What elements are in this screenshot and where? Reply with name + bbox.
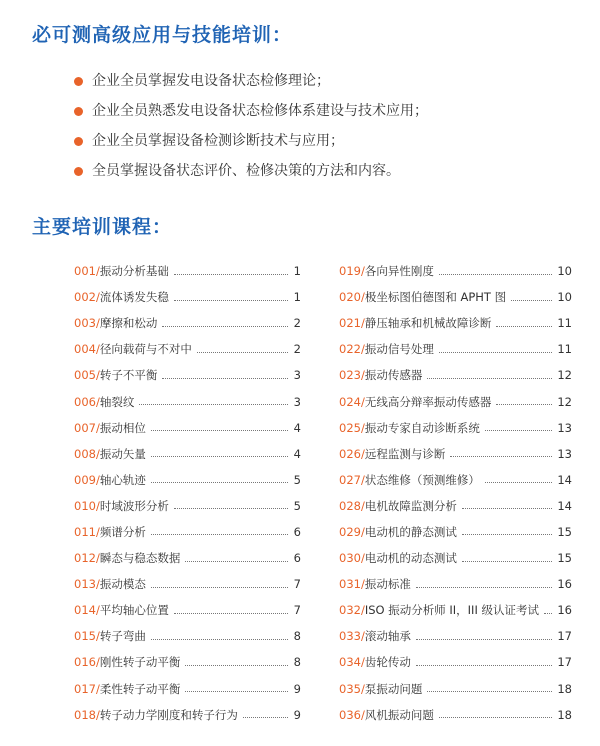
course-number: 028/ <box>339 498 365 513</box>
course-number: 018/ <box>74 707 100 722</box>
course-row <box>339 702 572 728</box>
bullet-text: 企业全员熟悉发电设备状态检修体系建设与技术应用； <box>92 103 428 119</box>
dot-leader <box>162 378 288 379</box>
course-title: 泵振动问题 <box>364 681 423 696</box>
course-page: 10 <box>557 290 572 305</box>
course-row <box>339 284 572 310</box>
section-title-training: 必可测高级应用与技能培训： <box>32 24 293 46</box>
course-title: 极坐标图伯德图和 APHT 图 <box>364 290 507 305</box>
course-title: 齿轮传动 <box>364 655 411 670</box>
course-page: 16 <box>557 603 572 618</box>
course-title: 风机振动问题 <box>364 707 434 722</box>
course-title: 状态维修（预测维修） <box>364 472 480 487</box>
dot-leader <box>197 352 288 353</box>
course-number: 012/ <box>74 551 100 566</box>
bullet-text: 企业全员掌握发电设备状态检修理论； <box>92 73 330 89</box>
course-row <box>74 310 301 336</box>
course-number: 024/ <box>339 394 365 409</box>
course-title: 时域波形分析 <box>99 498 169 513</box>
dot-leader <box>151 482 288 483</box>
course-number: 003/ <box>74 316 100 331</box>
course-number: 004/ <box>74 342 100 357</box>
course-row <box>74 649 301 675</box>
course-row <box>74 702 301 728</box>
bullet-dot-icon <box>74 167 83 176</box>
training-goals-list <box>74 66 428 186</box>
course-number: 009/ <box>74 472 100 487</box>
dot-leader <box>174 274 288 275</box>
course-number: 035/ <box>339 681 365 696</box>
course-title: 静压轴承和机械故障诊断 <box>364 316 492 331</box>
course-number: 016/ <box>74 655 100 670</box>
course-title: 振动标准 <box>364 577 411 592</box>
course-title: 远程监测与诊断 <box>364 446 446 461</box>
dot-leader <box>185 561 288 562</box>
course-number: 014/ <box>74 603 100 618</box>
course-row <box>74 519 301 545</box>
course-number: 020/ <box>339 290 365 305</box>
course-title: 振动传感器 <box>364 368 423 383</box>
course-title: 轴心轨迹 <box>99 472 146 487</box>
course-row <box>74 362 301 388</box>
course-title: 转子弯曲 <box>99 629 146 644</box>
course-page: 6 <box>293 551 301 566</box>
course-title: 振动矢量 <box>99 446 146 461</box>
dot-leader <box>439 717 553 718</box>
dot-leader <box>139 404 288 405</box>
dot-leader <box>439 274 553 275</box>
course-title: 振动分析基础 <box>99 264 169 279</box>
course-title: 振动模态 <box>99 577 146 592</box>
course-page: 18 <box>557 681 572 696</box>
course-number: 005/ <box>74 368 100 383</box>
course-page: 4 <box>293 446 301 461</box>
course-number: 010/ <box>74 498 100 513</box>
course-page: 12 <box>557 368 572 383</box>
course-title: 摩擦和松动 <box>99 316 158 331</box>
bullet-text: 企业全员掌握设备检测诊断技术与应用； <box>92 133 344 149</box>
section-title-courses: 主要培训课程： <box>32 216 173 238</box>
dot-leader <box>511 300 552 301</box>
dot-leader <box>174 300 288 301</box>
course-title: ISO 振动分析师 II，III 级认证考试 <box>364 603 539 618</box>
course-page: 2 <box>293 316 301 331</box>
course-page: 14 <box>557 498 572 513</box>
dot-leader <box>485 482 553 483</box>
course-title: 柔性转子动平衡 <box>99 681 181 696</box>
dot-leader <box>462 508 553 509</box>
course-row <box>74 415 301 441</box>
course-title: 各向异性刚度 <box>364 264 434 279</box>
course-row <box>74 441 301 467</box>
course-number: 013/ <box>74 577 100 592</box>
course-page: 12 <box>557 394 572 409</box>
course-number: 022/ <box>339 342 365 357</box>
course-number: 021/ <box>339 316 365 331</box>
course-row <box>74 388 301 414</box>
course-title: 无线高分辩率振动传感器 <box>364 394 492 409</box>
dot-leader <box>496 404 552 405</box>
course-page: 13 <box>557 420 572 435</box>
course-row <box>339 571 572 597</box>
course-row <box>339 388 572 414</box>
course-title: 振动相位 <box>99 420 146 435</box>
course-number: 015/ <box>74 629 100 644</box>
course-row <box>74 258 301 284</box>
course-page: 17 <box>557 655 572 670</box>
dot-leader <box>243 717 288 718</box>
course-title: 电机故障监测分析 <box>364 498 457 513</box>
course-number: 032/ <box>339 603 365 618</box>
course-row <box>74 623 301 649</box>
course-title: 平均轴心位置 <box>99 603 169 618</box>
list-item <box>74 66 428 96</box>
dot-leader <box>174 508 288 509</box>
course-number: 007/ <box>74 420 100 435</box>
course-row <box>339 415 572 441</box>
dot-leader <box>427 378 552 379</box>
course-page: 13 <box>557 446 572 461</box>
course-list-left <box>74 258 301 728</box>
course-number: 026/ <box>339 446 365 461</box>
bullet-dot-icon <box>74 77 83 86</box>
course-title: 频谱分析 <box>99 524 146 539</box>
course-page: 15 <box>557 551 572 566</box>
course-row <box>74 336 301 362</box>
dot-leader <box>185 665 288 666</box>
dot-leader <box>151 456 288 457</box>
course-row <box>339 362 572 388</box>
course-number: 023/ <box>339 368 365 383</box>
course-number: 034/ <box>339 655 365 670</box>
course-page: 8 <box>293 655 301 670</box>
course-row <box>339 493 572 519</box>
course-number: 027/ <box>339 472 365 487</box>
dot-leader <box>462 534 553 535</box>
dot-leader <box>462 561 553 562</box>
bullet-text: 全员掌握设备状态评价、检修决策的方法和内容。 <box>92 163 400 179</box>
course-title: 转子动力学刚度和转子行为 <box>99 707 238 722</box>
course-number: 025/ <box>339 420 365 435</box>
dot-leader <box>151 639 288 640</box>
course-page: 5 <box>293 498 301 513</box>
course-row <box>74 467 301 493</box>
course-page: 1 <box>293 290 301 305</box>
course-number: 036/ <box>339 707 365 722</box>
course-page: 4 <box>293 420 301 435</box>
dot-leader <box>496 326 552 327</box>
bullet-dot-icon <box>74 137 83 146</box>
course-number: 011/ <box>74 524 100 539</box>
course-page: 3 <box>293 368 301 383</box>
course-title: 刚性转子动平衡 <box>99 655 181 670</box>
course-page: 6 <box>293 524 301 539</box>
course-title: 振动专家自动诊断系统 <box>364 420 480 435</box>
dot-leader <box>439 352 553 353</box>
course-number: 029/ <box>339 524 365 539</box>
dot-leader <box>174 613 288 614</box>
course-title: 电动机的动态测试 <box>364 551 457 566</box>
course-title: 振动信号处理 <box>364 342 434 357</box>
dot-leader <box>151 587 288 588</box>
dot-leader <box>416 665 553 666</box>
dot-leader <box>416 639 553 640</box>
course-number: 001/ <box>74 264 100 279</box>
course-row <box>339 545 572 571</box>
course-row <box>74 545 301 571</box>
course-title: 流体诱发失稳 <box>99 290 169 305</box>
dot-leader <box>416 587 553 588</box>
list-item <box>74 126 428 156</box>
course-number: 008/ <box>74 446 100 461</box>
course-number: 019/ <box>339 264 365 279</box>
course-page: 17 <box>557 629 572 644</box>
course-title: 径向载荷与不对中 <box>99 342 192 357</box>
dot-leader <box>450 456 552 457</box>
course-title: 轴裂纹 <box>99 394 135 409</box>
course-row <box>74 597 301 623</box>
course-title: 滚动轴承 <box>364 629 411 644</box>
course-row <box>74 676 301 702</box>
course-row <box>339 258 572 284</box>
course-page: 11 <box>557 316 572 331</box>
course-row <box>74 571 301 597</box>
list-item <box>74 156 428 186</box>
course-number: 006/ <box>74 394 100 409</box>
course-page: 16 <box>557 577 572 592</box>
course-number: 031/ <box>339 577 365 592</box>
course-page: 10 <box>557 264 572 279</box>
dot-leader <box>151 534 288 535</box>
course-row <box>74 284 301 310</box>
course-row <box>339 623 572 649</box>
course-page: 3 <box>293 394 301 409</box>
course-row <box>339 649 572 675</box>
course-row <box>339 441 572 467</box>
course-page: 7 <box>293 603 301 618</box>
course-page: 8 <box>293 629 301 644</box>
course-page: 7 <box>293 577 301 592</box>
course-row <box>339 467 572 493</box>
course-list-right <box>339 258 572 728</box>
dot-leader <box>151 430 288 431</box>
dot-leader <box>427 691 552 692</box>
bullet-dot-icon <box>74 107 83 116</box>
course-number: 033/ <box>339 629 365 644</box>
course-row <box>339 676 572 702</box>
course-page: 9 <box>293 707 301 722</box>
course-page: 18 <box>557 707 572 722</box>
course-page: 5 <box>293 472 301 487</box>
course-page: 1 <box>293 264 301 279</box>
course-row <box>339 336 572 362</box>
course-row <box>339 519 572 545</box>
dot-leader <box>185 691 288 692</box>
course-number: 030/ <box>339 551 365 566</box>
list-item <box>74 96 428 126</box>
course-page: 9 <box>293 681 301 696</box>
course-page: 14 <box>557 472 572 487</box>
course-page: 11 <box>557 342 572 357</box>
course-number: 002/ <box>74 290 100 305</box>
dot-leader <box>162 326 288 327</box>
course-number: 017/ <box>74 681 100 696</box>
course-row <box>74 493 301 519</box>
course-row <box>339 310 572 336</box>
course-page: 15 <box>557 524 572 539</box>
dot-leader <box>544 613 552 614</box>
course-title: 瞬态与稳态数据 <box>99 551 181 566</box>
course-page: 2 <box>293 342 301 357</box>
dot-leader <box>485 430 553 431</box>
course-title: 转子不平衡 <box>99 368 158 383</box>
course-row <box>339 597 572 623</box>
course-title: 电动机的静态测试 <box>364 524 457 539</box>
